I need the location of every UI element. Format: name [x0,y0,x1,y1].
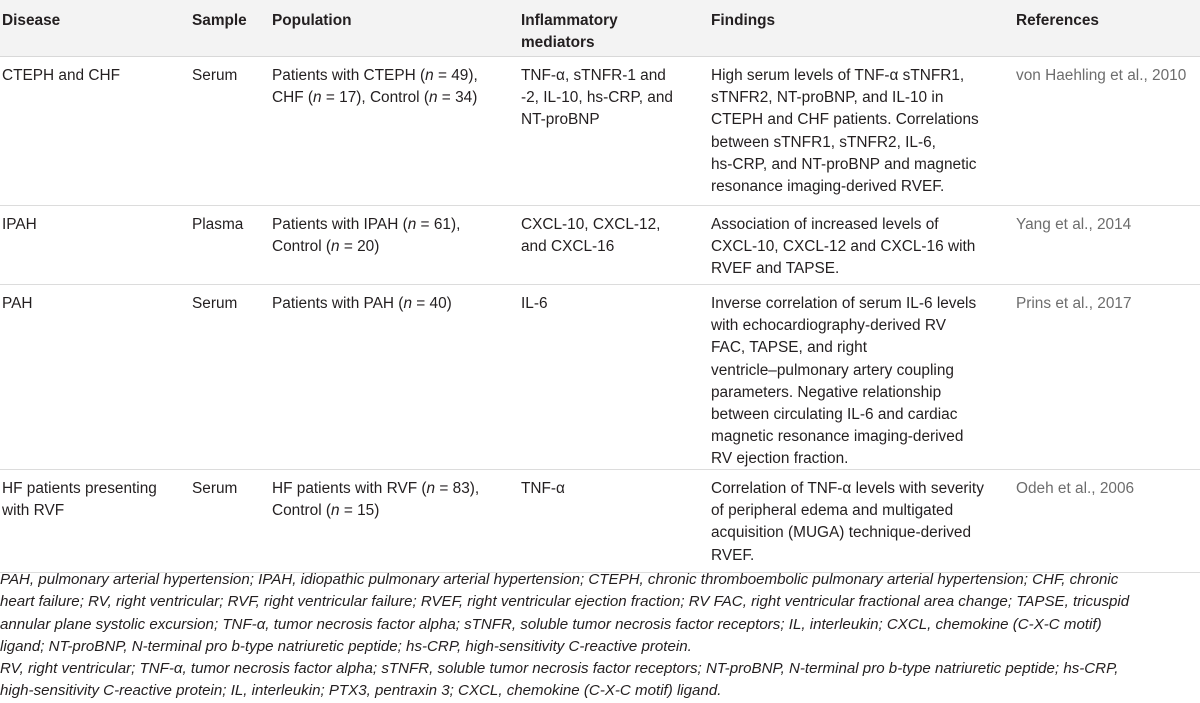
population-cell: Patients with PAH (n = 40) [272,295,452,312]
header-references: References [1016,12,1099,29]
table-body [0,57,1200,573]
sample-cell: Serum [192,295,238,312]
reference-link[interactable]: Prins et al., 2017 [1016,295,1132,312]
findings-cell: Association of increased levels of CXCL-10, CXCL-12 and CXCL-16 with RVEF and TAPSE. [711,216,976,278]
mediators-cell: CXCL-10, CXCL-12, and CXCL-16 [521,216,661,256]
table-row [0,57,1200,206]
footnote-line: high-sensitivity C-reactive protein; IL, interleukin; PTX3, pentraxin 3; CXCL, chemokine (C-X-C motif) ligand. [0,682,722,700]
table-row [0,285,1200,470]
footnote-line: heart failure; RV, right ventricular; RVF, right ventricular failure; RVEF, right ventricular ejection fraction; RV FAC, right ventricular fractional area change; TAPSE, tricuspid [0,593,1130,611]
header-disease: Disease [2,12,61,29]
table-row [0,206,1200,285]
findings-cell: High serum levels of TNF-α sTNFR1, sTNFR2, NT-proBNP, and IL-10 in CTEPH and CHF patients. Correlations between sTNFR1, sTNFR2, IL-6, hs-CRP, and NT-proBNP and magnetic resonance imaging-derived RVEF. [711,67,979,196]
reference-link[interactable]: Yang et al., 2014 [1016,216,1132,233]
header-mediators-line-1: Inflammatory [521,12,618,29]
findings-cell: Correlation of TNF-α levels with severity of peripheral edema and multigated acquisition (MUGA) technique-derived RVEF. [711,480,984,564]
header-mediators-line-2: mediators [521,34,595,52]
disease-cell: CTEPH and CHF [2,67,121,84]
findings-cell: Inverse correlation of serum IL-6 levels with echocardiography-derived RV FAC, TAPSE, and right ventricle–pulmonary artery coupling parameters. Negative relationship between circulating IL-6 and cardiac magnetic resonance imaging-derived RV ejection fraction. [711,295,977,468]
footnote-line: PAH, pulmonary arterial hypertension; IPAH, idiopathic pulmonary arterial hypertension; CTEPH, chronic thromboembolic pulmonary arterial hypertension; CHF, chronic [0,571,1119,588]
header-findings: Findings [711,12,776,29]
table-row [0,470,1200,573]
header-population: Population [272,12,352,29]
sample-cell: Plasma [192,216,244,233]
footnote-line: RV, right ventricular; TNF-α, tumor necrosis factor alpha; sTNFR, soluble tumor necrosis factor receptors; NT-proBNP, N-terminal pro b-type natriuretic peptide; hs-CRP, [0,660,1119,678]
footnote-line: ligand; NT-proBNP, N-terminal pro b-type natriuretic peptide; hs-CRP, high-sensitivity C-reactive protein. [0,637,692,655]
table-header [0,0,1200,57]
table-footnotes [0,569,1200,703]
header-sample: Sample [192,12,247,29]
population-cell: HF patients with RVF (n = 83), Control (n = 15) [272,480,480,520]
disease-cell: PAH [2,295,33,312]
disease-cell: IPAH [2,216,37,233]
sample-cell: Serum [192,480,238,497]
population-cell: Patients with IPAH (n = 61), Control (n = 20) [272,216,461,256]
reference-link[interactable]: Odeh et al., 2006 [1016,480,1135,497]
disease-cell: HF patients presenting with RVF [2,480,157,520]
header-inflammatory-mediators [521,10,618,54]
footnote-line: annular plane systolic excursion; TNF-α, tumor necrosis factor alpha; sTNFR, soluble tumor necrosis factor receptors; IL, interleukin; CXCL, chemokine (C-X-C motif) [0,615,1102,633]
mediators-cell: TNF-α [521,480,565,497]
reference-link[interactable]: von Haehling et al., 2010 [1016,67,1187,84]
sample-cell: Serum [192,67,238,84]
population-cell: Patients with CTEPH (n = 49), CHF (n = 17), Control (n = 34) [272,67,478,107]
mediators-cell: TNF-α, sTNFR-1 and -2, IL-10, hs-CRP, and NT-proBNP [521,67,673,129]
mediators-cell: IL-6 [521,295,548,312]
